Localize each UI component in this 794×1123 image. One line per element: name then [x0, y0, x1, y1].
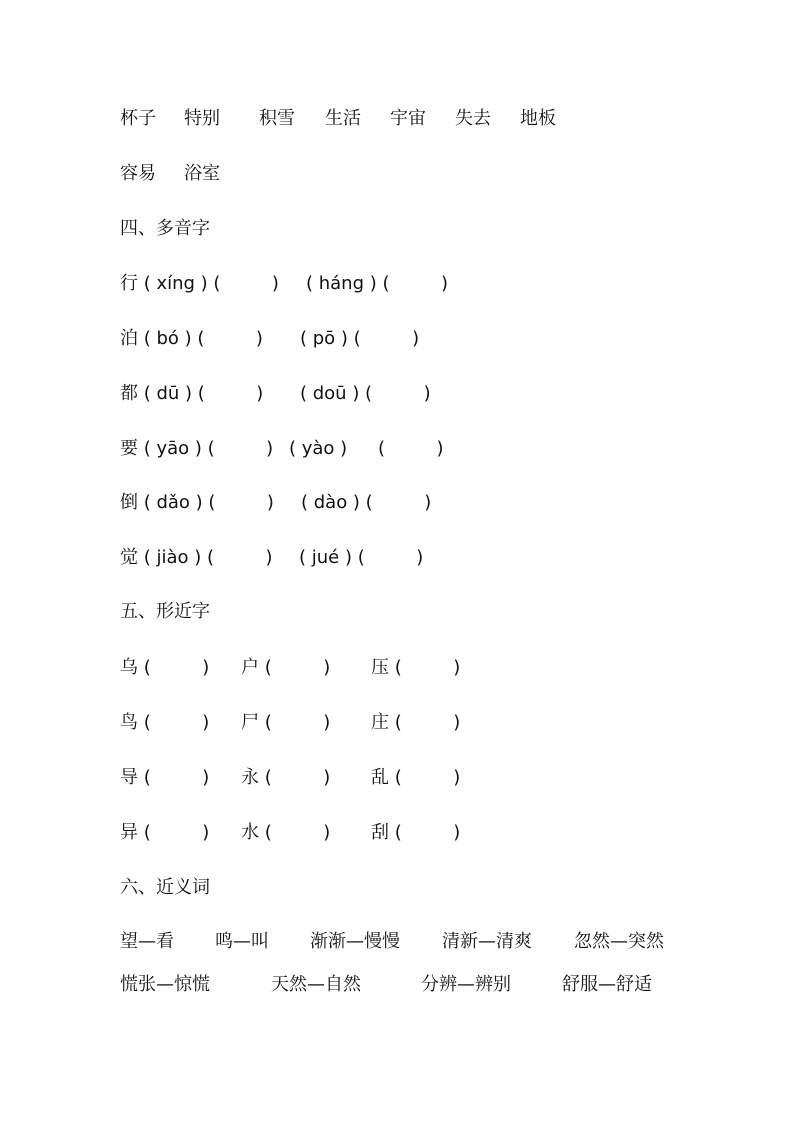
similar-char-entry: 刮 ( )	[371, 822, 461, 843]
similar-char-entry: 鸟 ( )	[120, 712, 210, 733]
word: 失去	[455, 108, 491, 129]
similar-char-entry: 水 ( )	[241, 822, 331, 843]
word: 杯子	[120, 108, 156, 129]
polyphonic-entry: 要 ( yāo ) ( )	[120, 438, 274, 459]
synonym-pair: 忽然—突然	[574, 931, 664, 952]
section-heading-synonyms: 六、近义词	[120, 877, 210, 898]
similar-char-entry: 永 ( )	[241, 767, 331, 788]
polyphonic-entry: ( )	[378, 438, 444, 459]
synonym-pair: 渐渐—慢慢	[310, 931, 400, 952]
word: 容易	[120, 163, 156, 184]
polyphonic-entry: 倒 ( dǎo ) ( )	[120, 492, 274, 513]
similar-char-entry: 导 ( )	[120, 767, 210, 788]
polyphonic-entry: 觉 ( jiào ) ( )	[120, 547, 273, 568]
polyphonic-entry: ( pō ) ( )	[300, 328, 420, 349]
synonym-pair: 天然—自然	[271, 974, 361, 995]
polyphonic-entry: 泊 ( bó ) ( )	[120, 328, 263, 349]
similar-char-entry: 户 ( )	[241, 657, 331, 678]
similar-char-entry: 乌 ( )	[120, 657, 210, 678]
word: 积雪	[259, 108, 295, 129]
synonym-pair: 慌张—惊慌	[120, 974, 210, 995]
polyphonic-entry: ( dào ) ( )	[301, 492, 432, 513]
similar-char-entry: 异 ( )	[120, 822, 210, 843]
word: 宇宙	[390, 108, 426, 129]
similar-char-entry: 庄 ( )	[371, 712, 461, 733]
synonym-pair: 望—看	[120, 931, 174, 952]
word: 特别	[184, 108, 220, 129]
word: 地板	[520, 108, 556, 129]
similar-char-entry: 乱 ( )	[371, 767, 461, 788]
word: 生活	[325, 108, 361, 129]
polyphonic-entry: ( yào )	[289, 438, 348, 459]
polyphonic-entry: 行 ( xíng ) ( )	[120, 273, 279, 294]
similar-char-entry: 尸 ( )	[241, 712, 331, 733]
synonym-pair: 清新—清爽	[442, 931, 532, 952]
similar-char-entry: 压 ( )	[371, 657, 461, 678]
polyphonic-entry: ( jué ) ( )	[299, 547, 424, 568]
synonym-pair: 舒服—舒适	[562, 974, 652, 995]
word: 浴室	[184, 163, 220, 184]
section-heading-polyphonic: 四、多音字	[120, 218, 210, 239]
polyphonic-entry: ( háng ) ( )	[306, 273, 449, 294]
polyphonic-entry: ( doū ) ( )	[300, 383, 431, 404]
section-heading-similar-characters: 五、形近字	[120, 601, 210, 622]
synonym-pair: 分辨—辨别	[421, 974, 511, 995]
polyphonic-entry: 都 ( dū ) ( )	[120, 383, 264, 404]
synonym-pair: 鸣—叫	[215, 931, 269, 952]
